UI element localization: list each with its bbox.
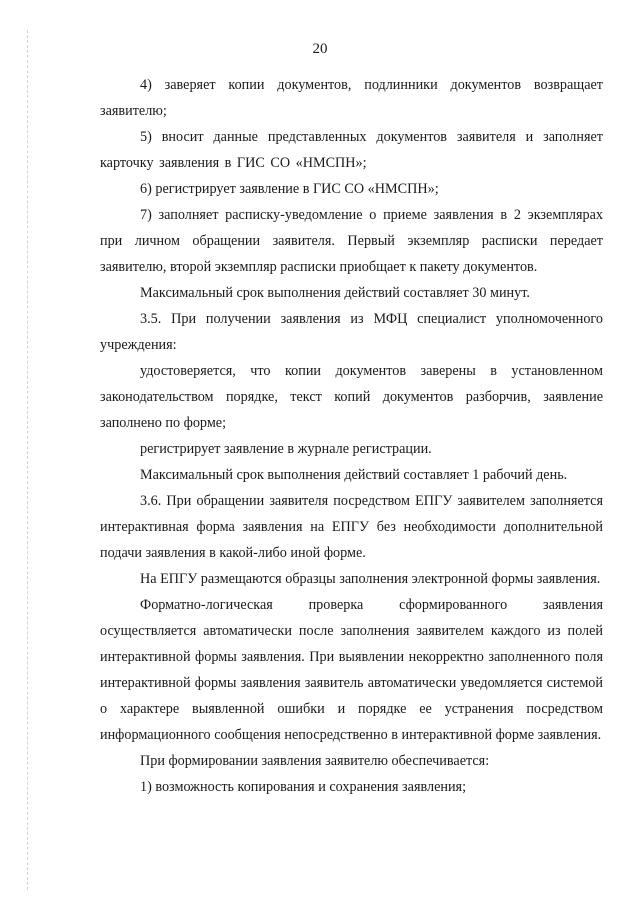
paragraph-format-check: Форматно-логическая проверка сформированного заявления осуществляется автоматически после заполнения заявителем каждого из полей интерактивной формы заявления. При выявлении некорректно заполненного поля интерактивной формы заявления заявитель автоматически уведомляется системой о характере выявленной ошибки и порядке ее устранения посредством информационного сообщения непосредственно в интерактивной форме заявления. xyxy=(100,597,603,743)
paragraph-max-time-30: Максимальный срок выполнения действий составляет 30 минут. xyxy=(140,285,530,301)
scan-edge-line xyxy=(27,30,28,890)
paragraph-max-time-1-day: Максимальный срок выполнения действий составляет 1 рабочий день. xyxy=(140,467,568,483)
paragraph-item-5: 5) вносит данные представленных документов заявителя и заполняет карточку заявления в ГИС СО «НМСПН»; xyxy=(100,129,603,171)
paragraph-3-5: 3.5. При получении заявления из МФЦ специалист уполномоченного учреждения: xyxy=(100,311,603,353)
paragraph-item-6: 6) регистрирует заявление в ГИС СО «НМСПН»; xyxy=(140,181,439,197)
page-number: 20 xyxy=(312,41,328,57)
paragraph-item-4: 4) заверяет копии документов, подлинники документов возвращает заявителю; xyxy=(100,77,603,119)
paragraph-epgu-samples: На ЕПГУ размещаются образцы заполнения электронной формы заявления. xyxy=(140,571,601,587)
paragraph-item-7: 7) заполняет расписку-уведомление о приеме заявления в 2 экземплярах при личном обращении заявителя. Первый экземпляр расписки передает заявителю, второй экземпляр расписки приобщает к пакету документов. xyxy=(100,207,603,275)
document-body xyxy=(100,72,603,800)
paragraph-3-6: 3.6. При обращении заявителя посредством ЕПГУ заявителем заполняется интерактивная форма заявления на ЕПГУ без необходимости дополнительной подачи заявления в какой-либо иной форме. xyxy=(100,493,603,561)
paragraph-register: регистрирует заявление в журнале регистрации. xyxy=(140,441,432,457)
paragraph-verify-copies: удостоверяется, что копии документов заверены в установленном законодательством порядке, текст копий документов разборчив, заявление заполнено по форме; xyxy=(100,363,603,431)
paragraph-item-1-copy-save: 1) возможность копирования и сохранения заявления; xyxy=(140,779,467,795)
paragraph-provided: При формировании заявления заявителю обеспечивается: xyxy=(140,753,490,769)
